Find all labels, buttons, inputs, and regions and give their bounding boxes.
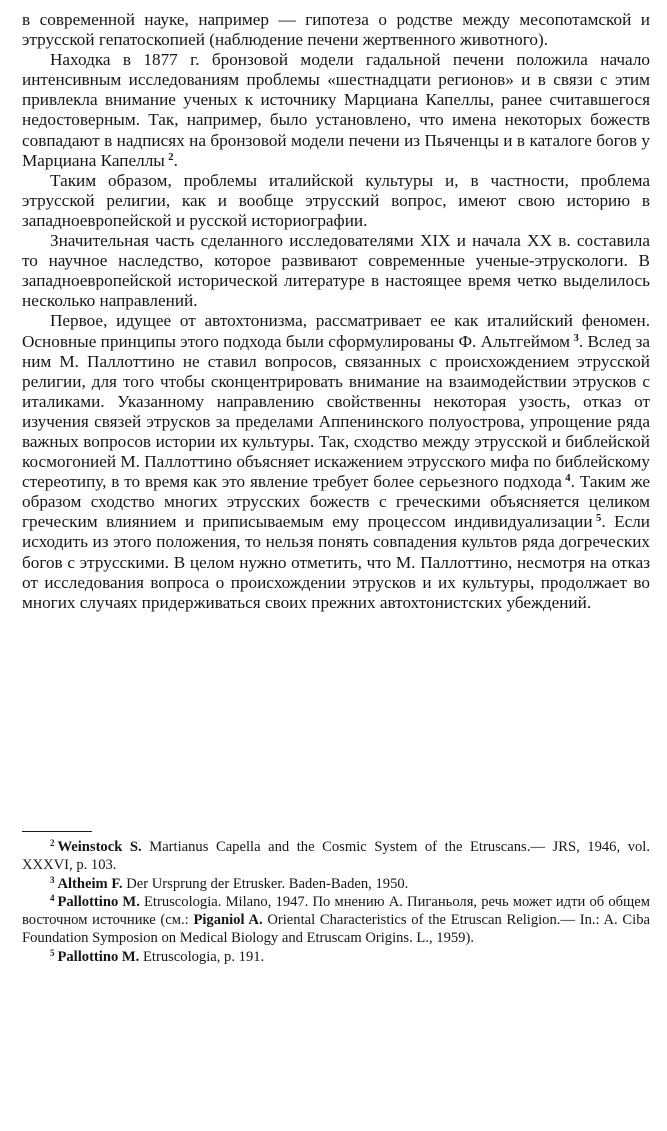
- paragraph: в современной науке, например — гипотеза о родстве между месопотамской и этрусской гепатоскопией (наблюдение печени жертвенного животного).: [22, 10, 650, 50]
- footnote-ref: 4: [565, 473, 571, 485]
- footnote: $^4$ Pallottino M. Etruscologia. Milano, 1947. По мнению А. Пиганьоля, речь может идти об общем восточном источнике (см.: Piganiol A. Oriental Characteristics of the Etruscan Religion.— In.: A. Ciba Foundation Symposion on Medical Biology and Etruscam Origins. L., 1959).: [22, 892, 650, 947]
- footnote-ref: 5: [596, 513, 602, 525]
- footnote: $^3$ Altheim F. Der Ursprung der Etrusker. Baden-Baden, 1950.: [50, 874, 409, 892]
- paragraph: Первое, идущее от автохтонизма, рассматривает ее как италийский феномен. Основные принципы этого подхода были сформулированы Ф. Альтгеймом $^3$. Вслед за ним М. Паллоттино не ставил вопросов, связанных с происхождением этрусской религии, для того чтобы сконцентрировать внимание на взаимодействии этрусков с италиками. Указанному направлению свойственны некоторая узость, отказ от изучения связей этрусков за пределами Аппенинского полуострова, упрощение ряда важных вопросов истории их культуры. Так, сходство между этрусской и библейской космогонией М. Паллоттино объясняет искажением этрусского мифа по библейскому стереотипу, в то время как это явление требует более серьезного подхода $^4$. Таким же образом сходство многих этрусских божеств с греческими объясняется целиком греческим влиянием и приписываемым ему процессом индивидуализации $^5$. Если исходить из этого положения, то нельзя понять совпадения культов ряда догреческих богов с этрусскими. В целом нужно отметить, что М. Паллоттино, несмотря на отказ от исследования вопроса о происхождении этрусков и их культуры, продолжает во многих случаях придерживаться своих прежних автохтонистских убеждений.: [22, 311, 651, 612]
- paragraph: Находка в 1877 г. бронзовой модели гадальной печени положила начало интенсивным исследованиям проблемы «шестнадцати регионов» и в связи с этим привлекла внимание ученых к источнику Марциана Капеллы, ранее считавшегося недостоверным. Так, например, было установлено, что имена некоторых божеств совпадают в надписях на бронзовой модели печени из Пьяченцы и в каталоге богов у Марциана Капеллы $^2$.: [22, 50, 650, 170]
- main-text: [22, 10, 650, 613]
- footnote: $^5$ Pallottino M. Etruscologia, p. 191.: [50, 947, 265, 965]
- footnotes: [22, 838, 650, 966]
- footnote: $^2$ Weinstock S. Martianus Capella and the Cosmic System of the Etruscans.— JRS, 1946, vol. XXXVI, p. 103.: [22, 838, 650, 874]
- paragraph: Таким образом, проблемы италийской культуры и, в частности, проблема этрусской религии, как и вообще этрусский вопрос, имеют свою историю в западноевропейской и русской историографии.: [22, 170, 650, 230]
- paragraph: Значительная часть сделанного исследователями XIX и начала XX в. составила то научное наследство, которое развивают современные ученые-этрускологи. В западноевропейской исторической литературе в настоящее время четко выделилось несколько направлений.: [22, 231, 650, 311]
- footnote-divider: [22, 831, 92, 832]
- footnote-ref: 2: [168, 151, 174, 163]
- footnote-ref: 3: [573, 332, 579, 344]
